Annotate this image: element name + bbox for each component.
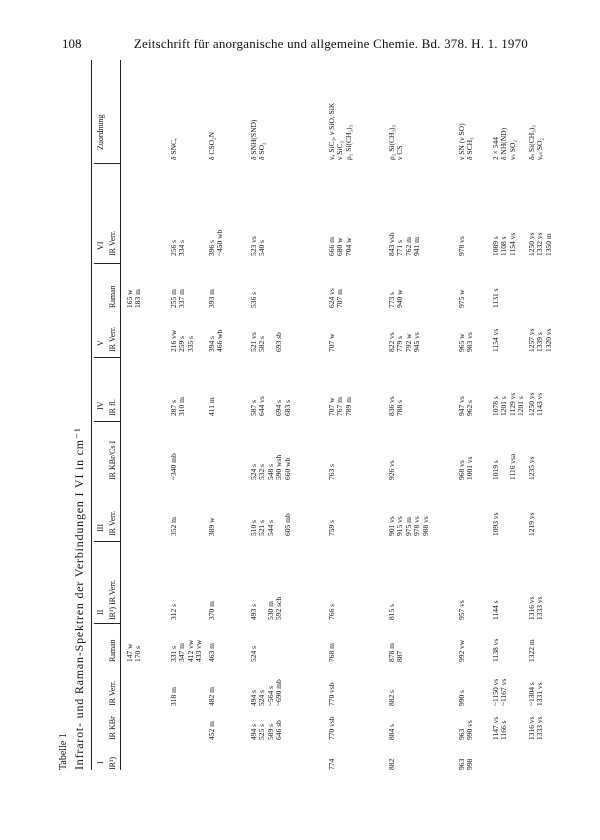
table-cell: 510 s xyxy=(249,519,258,536)
table-cell: 544 s xyxy=(265,519,275,536)
table-cell: 331 s xyxy=(169,645,178,662)
header-divider xyxy=(94,163,120,164)
col-header-4: Raman xyxy=(108,639,117,662)
table-cell: 287 s xyxy=(169,399,178,416)
group-header-1: I xyxy=(96,761,105,764)
assignment-cell: δ NH(ND) xyxy=(499,127,509,160)
table-cell: 882 xyxy=(387,758,396,770)
table-cell: 990 s xyxy=(457,689,466,706)
group-header-3: III xyxy=(96,524,105,532)
table-cell: 1331 vs xyxy=(535,682,545,706)
table-cell: 788 s xyxy=(395,399,405,416)
table-cell: 1138 vs xyxy=(491,638,500,662)
table-cell: 763 s xyxy=(327,463,336,480)
group-header-5: V xyxy=(96,340,105,346)
table-cell: 759 s xyxy=(327,519,336,536)
table-cell: 463 m xyxy=(207,643,216,662)
table-cell: 644 vs xyxy=(257,396,267,416)
assignment-cell: δ SCH₃ xyxy=(465,137,475,160)
table-cell: 216 vw xyxy=(169,329,178,352)
col-header-9: IR Verr. xyxy=(108,326,117,352)
table-cell: 524 s xyxy=(249,463,258,480)
table-label: Tabelle 1 xyxy=(58,733,69,770)
table-cell: ~564 s xyxy=(265,685,275,706)
assignment-cell: δₛ Si(CH₃)₃ xyxy=(527,125,536,160)
table-cell: 1320 vs xyxy=(543,328,553,352)
table-cell: 992 vw xyxy=(457,639,466,662)
table-cell: ~340 mb xyxy=(169,453,178,480)
assignment-cell: ν CS xyxy=(395,145,405,160)
table-cell: 452 m xyxy=(207,721,216,740)
table-cell: 1316 vs xyxy=(527,596,536,620)
table-cell: 887 xyxy=(395,650,405,662)
table-cell: 482 m xyxy=(207,687,216,706)
table-cell: 1350 m xyxy=(543,233,553,256)
page-number: 108 xyxy=(62,36,82,51)
table-cell: 770 vsb xyxy=(327,682,336,706)
table-cell: 466 wb xyxy=(215,329,225,352)
table-cell: 1129 vs xyxy=(507,392,517,416)
table-cell: 770 vsb xyxy=(327,716,336,740)
table-cell: 947 vs xyxy=(457,396,466,416)
table-cell: 1201 s xyxy=(499,396,509,416)
table-cell: 983 vs xyxy=(465,332,475,352)
assignment-cell: δ SO₂ xyxy=(257,142,267,160)
table-cell: 1144 s xyxy=(491,600,500,620)
table-cell: 878 m xyxy=(387,643,396,662)
table-cell: 524 s xyxy=(257,689,267,706)
table-cell: 396 s xyxy=(207,239,216,256)
table-cell: 1143 vs xyxy=(535,392,545,416)
header-divider xyxy=(94,357,120,358)
table-header-rule xyxy=(120,60,121,770)
table-top-rule xyxy=(91,60,92,770)
table-cell: 843 vsb xyxy=(387,232,396,256)
table-cell: 884 s xyxy=(387,723,396,740)
table-cell: 945 vs xyxy=(412,332,422,352)
table-cell: 335 s xyxy=(185,335,195,352)
col-header-6: IR Verr. xyxy=(108,510,117,536)
table-cell: 978 vs xyxy=(457,236,466,256)
col-header-10: Raman xyxy=(108,285,117,308)
table-cell: 965 w xyxy=(457,333,466,352)
table-cell: 962 s xyxy=(465,399,475,416)
group-header-6: VI xyxy=(96,241,105,250)
table-cell: 963 xyxy=(457,728,466,740)
header-divider xyxy=(94,421,120,422)
rotated-table xyxy=(58,60,553,770)
table-cell: 1333 vs xyxy=(535,596,545,620)
table-cell: 1333 vs xyxy=(535,716,545,740)
table-cell: 582 s xyxy=(257,335,267,352)
table-cell: 1250 vs xyxy=(527,392,536,416)
table-cell: 660 wb xyxy=(282,457,292,480)
table-cell: 587 s xyxy=(249,399,258,416)
table-cell: 412 vw xyxy=(185,639,195,662)
table-cell: 310 m xyxy=(177,397,187,416)
table-cell: 766 s xyxy=(327,603,336,620)
table-cell: 1001 vs xyxy=(465,456,475,480)
table-cell: 1108 s xyxy=(499,236,509,256)
table-cell: 1250 vs xyxy=(527,232,536,256)
table-cell: 1166 s xyxy=(499,720,509,740)
table-cell: 147 w xyxy=(125,643,134,662)
table-cell: 1019 s xyxy=(491,460,500,480)
table-cell: ~690 mb xyxy=(274,679,284,706)
table-cell: 1332 vs xyxy=(535,232,545,256)
table-cell: 1201 s xyxy=(516,396,526,416)
assignment-cell: νₛ SO₂ xyxy=(507,140,517,160)
table-cell: 183 m xyxy=(133,289,143,308)
table-cell: 589 s xyxy=(265,723,275,740)
assignment-cell: νₐₛ SO₂ xyxy=(535,137,545,160)
table-cell: 394 s xyxy=(207,335,216,352)
table-cell: 530 m xyxy=(265,601,275,620)
table-cell: 773 s xyxy=(387,291,396,308)
table-cell: 256 s xyxy=(169,239,178,256)
table-cell: 494 s xyxy=(249,723,258,740)
table-cell: 352 m xyxy=(169,517,178,536)
table-cell: 815 s xyxy=(387,603,396,620)
table-cell: 411 m xyxy=(207,397,216,416)
table-cell: ~450 wb xyxy=(215,229,225,256)
table-cell: 940 w xyxy=(395,289,405,308)
table-cell: 525 s xyxy=(257,723,267,740)
table-cell: 941 m xyxy=(412,237,422,256)
table-cell: 318 m xyxy=(169,687,178,706)
table-cell: 1078 s xyxy=(491,396,500,416)
table-cell: 393 m xyxy=(207,289,216,308)
table-cell: 1316 vs xyxy=(527,716,536,740)
table-cell: ~1304 s xyxy=(527,682,536,706)
col-header-8: IR fl. xyxy=(108,399,117,416)
group-header-4: IV xyxy=(96,401,105,410)
table-cell: 792 w xyxy=(403,333,413,352)
table-cell: 312 s xyxy=(169,603,178,620)
table-cell: 963 xyxy=(457,758,466,770)
table-cell: 646 sb xyxy=(274,720,284,740)
assignment-cell: ν SiC₃ xyxy=(335,140,345,160)
table-title: Infrarot- und Raman-Spektren der Verbindungen I VI in cm⁻¹ xyxy=(72,427,86,770)
assignment-cell: ρ₁ Si(CH₃)₃ xyxy=(343,124,353,160)
table-cell: 548 s xyxy=(265,463,275,480)
table-cell: 988 vs xyxy=(420,516,430,536)
table-cell: 975 m xyxy=(403,517,413,536)
table-cell: 998 xyxy=(465,758,475,770)
table-cell: 683 s xyxy=(282,399,292,416)
table-cell: 1235 vs xyxy=(527,456,536,480)
table-cell: 762 m xyxy=(403,237,413,256)
table-cell: 975 w xyxy=(457,289,466,308)
table-cell: 590 wsh xyxy=(274,454,284,480)
table-cell: 693 sb xyxy=(274,332,284,352)
table-cell: 1257 vs xyxy=(527,328,536,352)
header-divider xyxy=(94,263,120,264)
table-cell: 1116 vsa xyxy=(507,453,517,480)
table-cell: 521 vs xyxy=(249,332,258,352)
table-cell: 1219 vs xyxy=(527,512,536,536)
table-cell: 493 s xyxy=(249,603,258,620)
table-cell: 165 w xyxy=(125,289,134,308)
table-cell: 882 s xyxy=(387,689,396,706)
col-header-2: IR KBr xyxy=(108,716,117,740)
table-cell: 774 xyxy=(327,758,336,770)
table-cell: 1147 vs xyxy=(491,716,500,740)
table-cell: 707 m xyxy=(335,289,345,308)
table-cell: 915 vs xyxy=(395,516,405,536)
table-cell: 494 s xyxy=(249,689,258,706)
table-cell: 521 s xyxy=(257,519,267,536)
col-header-1: IR¹) xyxy=(108,756,117,770)
assignment-cell: 2 × 544 xyxy=(491,137,500,160)
header-divider xyxy=(94,541,120,542)
table-cell: 170 s xyxy=(133,645,143,662)
table-cell: 694 s xyxy=(274,399,284,416)
table-cell: 990 vs xyxy=(465,720,475,740)
table-cell: 1093 vs xyxy=(491,512,500,536)
assignment-cell: δ SNH(SND) xyxy=(249,119,258,160)
table-cell: 259 s xyxy=(177,335,187,352)
table-cell: 523 vs xyxy=(249,236,258,256)
group-header-2: II xyxy=(96,609,105,615)
col-header-5: IR¹) IR Verr. xyxy=(108,579,117,620)
header-divider xyxy=(94,623,120,624)
table-cell: 707 w xyxy=(327,397,336,416)
table-cell: 337 m xyxy=(177,289,187,308)
assignment-cell: ρ₂ Si(CH₃)₃ xyxy=(387,124,396,160)
table-cell: 347 m xyxy=(177,643,187,662)
table-cell: 524 s xyxy=(249,645,258,662)
table-cell: 768 m xyxy=(327,643,336,662)
assignment-cell: δ SNC, xyxy=(169,138,178,160)
journal-header: Zeitschrift für anorganische und allgemeine Chemie. Bd. 378. H. 1. 1970 xyxy=(133,36,528,51)
table-cell: 255 m xyxy=(169,289,178,308)
assignment-cell: νₐ SiC₃, ν SiO, SiK xyxy=(327,102,336,160)
col-header-3: IR Verr. xyxy=(108,680,117,706)
table-cell: 389 w xyxy=(207,517,216,536)
table-cell: ~1167 vs xyxy=(499,678,509,706)
table-cell: 957 vs xyxy=(457,600,466,620)
table-cell: 592 sch xyxy=(274,596,284,620)
table-cell: 1154 vs xyxy=(507,232,517,256)
table-cell: 926 vs xyxy=(387,460,396,480)
table-cell: 707 w xyxy=(327,333,336,352)
table-cell: 370 m xyxy=(207,601,216,620)
table-cell: 680 w xyxy=(335,237,345,256)
table-cell: 540 s xyxy=(257,239,267,256)
table-cell: 822 vs xyxy=(387,332,396,352)
table-cell: 1131 s xyxy=(491,288,500,308)
col-header-7: IR KBr/Cs I xyxy=(108,440,117,480)
table-cell: 836 vs xyxy=(387,396,396,416)
table-cell: 968 vs xyxy=(457,460,466,480)
table-cell: 767 m xyxy=(335,397,345,416)
table-cell: 704 w xyxy=(343,237,353,256)
table-cell: 901 vs xyxy=(387,516,396,536)
table-cell: 1154 vs xyxy=(491,328,500,352)
table-cell: 334 s xyxy=(177,239,187,256)
table-cell: 771 s xyxy=(395,239,405,256)
col-header-11: IR Verr. xyxy=(108,230,117,256)
table-cell: 433 vw xyxy=(194,639,204,662)
table-cell: 605 mb xyxy=(282,513,292,536)
table-cell: 978 vs xyxy=(412,516,422,536)
table-cell: 624 vs xyxy=(327,288,336,308)
group-header-7: Zuordnung xyxy=(96,114,105,150)
table-cell: 1322 m xyxy=(527,639,536,662)
table-cell: 666 m xyxy=(327,237,336,256)
table-cell: 532 s xyxy=(257,463,267,480)
table-cell: 789 m xyxy=(343,397,353,416)
table-cell: 536 s xyxy=(249,291,258,308)
table-cell: 1339 s xyxy=(535,332,545,352)
assignment-cell: δ CSO₂N xyxy=(207,131,216,160)
assignment-cell: ν SN (ν SO) xyxy=(457,123,466,160)
table-cell: ~1150 vs xyxy=(491,678,500,706)
table-cell: 779 s xyxy=(395,335,405,352)
table-cell: 1089 s xyxy=(491,236,500,256)
